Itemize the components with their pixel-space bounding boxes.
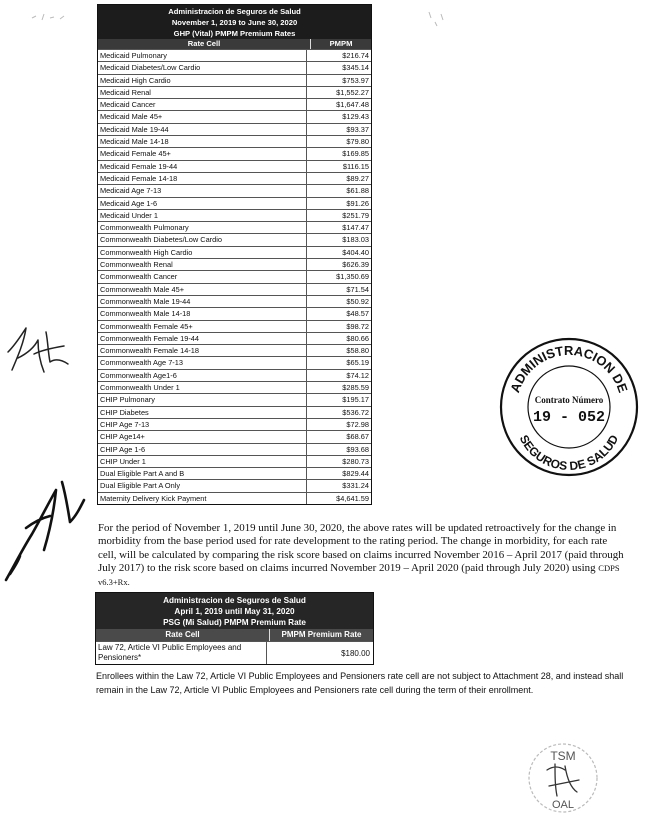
rate-cell-name: Commonwealth Female 14-18 — [100, 346, 199, 356]
rate-cell-name: Medicaid Diabetes/Low Cardio — [100, 63, 201, 73]
table-row — [98, 344, 371, 356]
vital-table-body — [98, 49, 371, 504]
table-row — [98, 160, 371, 172]
table-row — [98, 430, 371, 442]
table-row — [98, 246, 371, 258]
rate-cell-name: CHIP Pulmonary — [100, 395, 155, 405]
rate-cell-name: Commonwealth High Cardio — [100, 247, 193, 257]
paragraph-cdps-text: CDPS v6.3+Rx. — [98, 563, 620, 587]
rate-cell-name: Medicaid Male 45+ — [100, 112, 163, 122]
rate-cell-pmpm: $68.67 — [306, 431, 371, 442]
table-row — [98, 307, 371, 319]
table-row — [98, 406, 371, 418]
rate-cell-name: Law 72, Article VI Public Employees and Pensioners* — [98, 643, 242, 662]
morbidity-update-paragraph — [98, 522, 626, 589]
scan-mark — [30, 8, 70, 24]
vital-table-column-headers — [98, 39, 371, 49]
rate-cell-name: Medicaid Female 14-18 — [100, 173, 178, 183]
seal-top-text: ADMINISTRACION DE — [507, 342, 631, 395]
rate-cell-name: Commonwealth Male 45+ — [100, 284, 185, 294]
rate-cell-pmpm: $93.68 — [306, 444, 371, 455]
rate-cell-name: Commonwealth Female 45+ — [100, 321, 193, 331]
rate-cell-pmpm: $1,552.27 — [306, 87, 371, 98]
table-row — [98, 270, 371, 282]
mi-salud-table-period: April 1, 2019 until May 31, 2020 — [174, 607, 295, 616]
enrollees-note: Enrollees within the Law 72, Article VI Public Employees and Pensioners rate cell are not subject to Attachment 28, and instead shall remain in the Law 72, Article VI Public Employees and Pensioners rate cell during the term of their enrollment. — [96, 671, 624, 695]
rate-cell-pmpm: $195.17 — [306, 394, 371, 405]
rate-cell-pmpm: $183.03 — [306, 234, 371, 245]
seal-contract-number: 19 - 052 — [532, 409, 606, 426]
table-row — [98, 320, 371, 332]
table-row — [98, 492, 371, 504]
scan-mark — [425, 8, 449, 30]
rate-cell-pmpm: $89.27 — [306, 173, 371, 184]
rate-cell-pmpm: $829.44 — [306, 468, 371, 479]
rate-cell-pmpm: $58.80 — [306, 345, 371, 356]
table-row — [98, 184, 371, 196]
table-row — [98, 172, 371, 184]
table-row — [98, 283, 371, 295]
table-row — [98, 356, 371, 368]
rate-cell-name: Medicaid Cancer — [100, 100, 156, 110]
rate-cell-pmpm: $331.24 — [306, 480, 371, 491]
seal-contract-label: Contrato Número — [534, 395, 604, 405]
table-row — [98, 393, 371, 405]
rate-cell-name: Medicaid Age 1-6 — [100, 198, 158, 208]
rate-cell-pmpm: $536.72 — [306, 407, 371, 418]
table-row — [98, 455, 371, 467]
rate-cell-name: Dual Eligible Part A Only — [100, 481, 181, 491]
table-row — [98, 369, 371, 381]
rate-cell-name: CHIP Diabetes — [100, 407, 149, 417]
initials-stamp — [525, 740, 601, 816]
rate-cell-name: CHIP Age14+ — [100, 432, 145, 442]
rate-cell-name: Medicaid Male 14-18 — [100, 137, 169, 147]
seal-inner-ring — [528, 366, 610, 448]
table-row — [98, 135, 371, 147]
table-row — [98, 467, 371, 479]
rate-cell-pmpm: $280.73 — [306, 456, 371, 467]
rate-cell-pmpm: $74.12 — [306, 370, 371, 381]
rate-cell-name: Maternity Delivery Kick Payment — [100, 493, 207, 503]
table-row — [98, 258, 371, 270]
mi-salud-rates-table — [95, 592, 374, 665]
rate-cell-name: Dual Eligible Part A and B — [100, 469, 185, 479]
table-row — [98, 332, 371, 344]
rate-cell-name: Commonwealth Diabetes/Low Cardio — [100, 235, 223, 245]
official-seal-stamp — [498, 336, 640, 478]
rate-cell-name: Commonwealth Male 14-18 — [100, 309, 191, 319]
stamp-top-text: TSM — [550, 749, 576, 763]
rate-cell-pmpm: $116.15 — [306, 161, 371, 172]
table-row — [98, 233, 371, 245]
table-row — [98, 123, 371, 135]
table-row — [98, 61, 371, 73]
rate-cell-pmpm: $50.92 — [306, 296, 371, 307]
rate-cell-pmpm: $71.54 — [306, 284, 371, 295]
table-row — [98, 98, 371, 110]
rate-cell-pmpm: $4,641.59 — [306, 493, 371, 504]
rate-cell-name: CHIP Age 7-13 — [100, 419, 150, 429]
rate-cell-name: Medicaid Female 45+ — [100, 149, 171, 159]
rate-cell-name: Commonwealth Age 7-13 — [100, 358, 183, 368]
rate-cell-name: Commonwealth Renal — [100, 260, 173, 270]
vital-table-title: Administracion de Seguros de Salud — [168, 7, 301, 16]
table-row — [98, 479, 371, 491]
rate-cell-name: Commonwealth Pulmonary — [100, 223, 189, 233]
paragraph-main-text: For the period of November 1, 2019 until June 30, 2020, the above rates will be updated retroactively for the change in morbidity from the base period used for rate development to the rating period. The change in morbidity, for each rate cell, will be calculated by comparing the risk score based on claims incurred November 2016 – April 2017 (paid through July 2017) to the risk score based on claims incurred November 2019 – April 2020 (paid through July 2020) using — [98, 522, 624, 575]
rate-cell-name: Medicaid High Cardio — [100, 75, 171, 85]
table-row — [96, 641, 373, 664]
table-row — [98, 110, 371, 122]
handwritten-signature — [0, 470, 90, 590]
handwritten-initials-signature — [4, 318, 74, 384]
rate-cell-pmpm: $80.66 — [306, 333, 371, 344]
vital-table-period: November 1, 2019 to June 30, 2020 — [171, 18, 298, 27]
rate-cell-name: Commonwealth Age1-6 — [100, 370, 177, 380]
rate-cell-name: CHIP Age 1-6 — [100, 444, 146, 454]
rate-cell-pmpm: $285.59 — [306, 382, 371, 393]
column-header-rate-cell: Rate Cell — [98, 39, 311, 49]
rate-cell-pmpm: $216.74 — [306, 50, 371, 61]
mi-salud-table-title: Administracion de Seguros de Salud — [163, 596, 306, 605]
rate-cell-pmpm: $147.47 — [306, 222, 371, 233]
table-row — [98, 49, 371, 61]
rate-cell-name: Commonwealth Under 1 — [100, 383, 180, 393]
rate-cell-name: Commonwealth Female 19-44 — [100, 333, 199, 343]
vital-table-subtitle: GHP (Vital) PMPM Premium Rates — [173, 29, 296, 38]
rate-cell-pmpm: $93.37 — [306, 124, 371, 135]
table-row — [98, 147, 371, 159]
rate-cell-pmpm: $1,647.48 — [306, 99, 371, 110]
rate-cell-pmpm: $404.40 — [306, 247, 371, 258]
vital-table-header — [98, 5, 371, 39]
rate-cell-name: Medicaid Renal — [100, 87, 151, 97]
rate-cell-pmpm: $169.85 — [306, 148, 371, 159]
table-row — [98, 443, 371, 455]
table-row — [98, 418, 371, 430]
table-row — [98, 209, 371, 221]
stamp-bottom-text: OAL — [551, 799, 575, 811]
rate-cell-pmpm: $91.26 — [306, 198, 371, 209]
rate-cell-pmpm: $626.39 — [306, 259, 371, 270]
table-row — [98, 197, 371, 209]
rate-cell-pmpm: $753.97 — [306, 75, 371, 86]
rate-cell-name: CHIP Under 1 — [100, 456, 146, 466]
rate-cell-name: Medicaid Under 1 — [100, 210, 158, 220]
rate-cell-pmpm: $98.72 — [306, 321, 371, 332]
rate-cell-pmpm: $48.57 — [306, 308, 371, 319]
seal-outer-ring — [501, 339, 637, 475]
seal-bottom-text: SEGUROS DE SALUD — [516, 432, 622, 474]
rate-cell-pmpm: $345.14 — [306, 62, 371, 73]
table-row — [98, 86, 371, 98]
rate-cell-pmpm: $251.79 — [306, 210, 371, 221]
column-header-pmpm-premium-rate: PMPM Premium Rate — [281, 630, 362, 639]
rate-cell-pmpm: $79.80 — [306, 136, 371, 147]
table-row — [98, 381, 371, 393]
mi-salud-table-header — [96, 593, 373, 629]
table-row — [98, 74, 371, 86]
rate-cell-name: Medicaid Age 7-13 — [100, 186, 162, 196]
column-header-rate-cell: Rate Cell — [96, 629, 270, 641]
vital-rates-table — [97, 4, 372, 505]
mi-salud-table-subtitle: PSG (Mi Salud) PMPM Premium Rate — [163, 618, 306, 627]
rate-cell-name: Commonwealth Cancer — [100, 272, 178, 282]
rate-cell-pmpm: $65.19 — [306, 357, 371, 368]
rate-cell-pmpm: $72.98 — [306, 419, 371, 430]
table-row — [98, 221, 371, 233]
rate-cell-pmpm: $129.43 — [306, 111, 371, 122]
rate-cell-name: Medicaid Male 19-44 — [100, 124, 169, 134]
rate-cell-pmpm: $180.00 — [266, 642, 373, 664]
column-header-pmpm: PMPM — [329, 39, 353, 48]
rate-cell-name: Medicaid Female 19-44 — [100, 161, 178, 171]
rate-cell-pmpm: $61.88 — [306, 185, 371, 196]
rate-cell-name: Commonwealth Male 19-44 — [100, 296, 191, 306]
rate-cell-name: Medicaid Pulmonary — [100, 51, 167, 60]
rate-cell-pmpm: $1,350.69 — [306, 271, 371, 282]
mi-salud-column-headers — [96, 629, 373, 641]
table-row — [98, 295, 371, 307]
